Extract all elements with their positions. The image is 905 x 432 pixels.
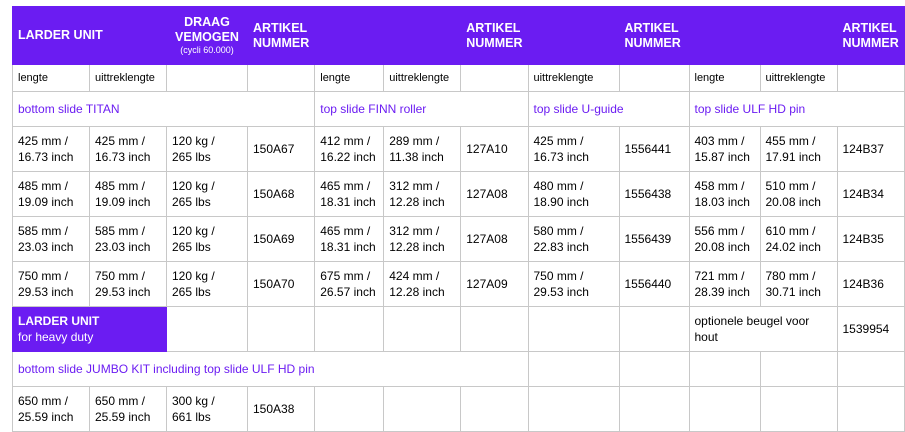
section-top-slide-uguide: top slide U-guide [528,92,689,127]
heavy-duty-row [13,307,905,352]
sublabel-row [13,65,905,92]
table-row: 485 mm / 19.09 inch 485 mm / 19.09 inch 120 kg / 265 lbs 150A68 465 mm / 18.31 inch 312 mm / 12.28 inch 127A08 480 mm / 18.90 inch 1556438 458 mm / 18.03 inch 510 mm / 20.08 inch 124B34 [13,172,905,217]
sublabel-lengte: lengte [13,65,90,92]
section-bottom-slide-jumbo: bottom slide JUMBO KIT including top slide ULF HD pin [13,352,529,387]
article-code: 1539954 [837,307,904,352]
section-row [13,92,905,127]
article-code: 150A67 [248,127,315,172]
header-artikel-nummer-4: ARTIKEL NUMMER [837,7,904,65]
article-code: 127A09 [461,262,528,307]
article-code: 150A70 [248,262,315,307]
sublabel-uittreklengte: uittreklengte [528,65,619,92]
article-code: 1556439 [619,217,689,262]
sublabel-uittreklengte: uittreklengte [760,65,837,92]
article-code: 150A68 [248,172,315,217]
article-code: 1556441 [619,127,689,172]
larder-unit-spec-table [12,6,905,432]
article-code: 124B37 [837,127,904,172]
sublabel-uittreklengte: uittreklengte [90,65,167,92]
table-row: 750 mm / 29.53 inch 750 mm / 29.53 inch 120 kg / 265 lbs 150A70 675 mm / 26.57 inch 424 mm / 12.28 inch 127A09 750 mm / 29.53 inch 1556440 721 mm / 28.39 inch 780 mm / 30.71 inch 124B36 [13,262,905,307]
header-empty-3 [528,7,619,65]
article-code: 127A10 [461,127,528,172]
article-code: 124B35 [837,217,904,262]
header-empty-4 [689,7,837,65]
table-row: 585 mm / 23.03 inch 585 mm / 23.03 inch 120 kg / 265 lbs 150A69 465 mm / 18.31 inch 312 mm / 12.28 inch 127A08 580 mm / 22.83 inch 1556439 556 mm / 20.08 inch 610 mm / 24.02 inch 124B35 [13,217,905,262]
sublabel-lengte: lengte [689,65,760,92]
article-code: 1556440 [619,262,689,307]
article-code: 1556438 [619,172,689,217]
header-artikel-nummer-1: ARTIKEL NUMMER [248,7,315,65]
header-empty-2 [315,7,461,65]
article-code: 124B34 [837,172,904,217]
article-code: 127A08 [461,172,528,217]
article-code: 127A08 [461,217,528,262]
section-row-jumbo [13,352,905,387]
article-code: 124B36 [837,262,904,307]
header-row [13,7,905,65]
section-bottom-slide-titan: bottom slide TITAN [13,92,315,127]
section-top-slide-ulf: top slide ULF HD pin [689,92,904,127]
header-artikel-nummer-3: ARTIKEL NUMMER [619,7,689,65]
table-row: 425 mm / 16.73 inch 425 mm / 16.73 inch 120 kg / 265 lbs 150A67 412 mm / 16.22 inch 289 mm / 11.38 inch 127A10 425 mm / 16.73 inch 1556441 403 mm / 15.87 inch 455 mm / 17.91 inch 124B37 [13,127,905,172]
article-code: 150A38 [248,387,315,432]
header-artikel-nummer-2: ARTIKEL NUMMER [461,7,528,65]
sublabel-lengte: lengte [315,65,384,92]
section-top-slide-finn: top slide FINN roller [315,92,528,127]
article-code: 150A69 [248,217,315,262]
header-draag-vemogen: DRAAG VEMOGEN (cycli 60.000) [167,7,248,65]
heavy-duty-label: LARDER UNIT for heavy duty [13,307,167,352]
header-larder-unit: LARDER UNIT [13,7,167,65]
sublabel-uittreklengte: uittreklengte [384,65,461,92]
optional-bracket-label: optionele beugel voor hout [689,307,837,352]
table-row: 650 mm / 25.59 inch 650 mm / 25.59 inch 300 kg / 661 lbs 150A38 [13,387,905,432]
